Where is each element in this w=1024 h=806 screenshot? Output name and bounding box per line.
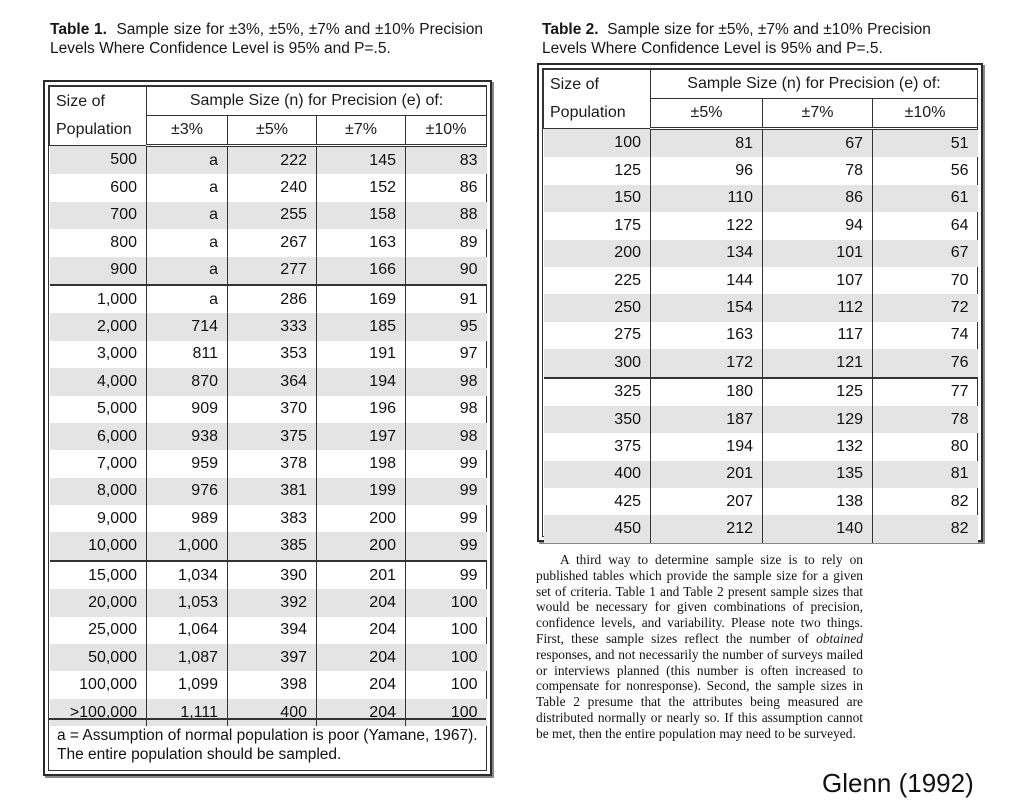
sample-size-cell: 80	[873, 433, 978, 460]
sample-size-cell: 169	[317, 285, 406, 313]
table-row	[544, 322, 978, 349]
paragraph-text-part1: A third way to determine sample size is to rely on published tables which provide the sample size for a given set of criteria. Table 1 and Table 2 present sample sizes that would be necessary for given combinations of precision, confidence levels, and variability. Please note two things. First, these sample sizes reflect the number of	[536, 552, 863, 646]
population-size-cell: 25,000	[88, 621, 137, 639]
table2-caption-text: Sample size for ±5%, ±7% and ±10% Precision Levels Where Confidence Level is 95% and P=.5.	[542, 21, 931, 57]
sample-size-cell: 200	[317, 532, 406, 560]
population-size-cell: 600	[110, 179, 137, 197]
population-size-cell: 5,000	[96, 400, 137, 418]
sample-size-cell: 90	[406, 257, 487, 285]
table-row	[50, 229, 487, 256]
table-row	[544, 433, 978, 460]
population-size-cell: 3,000	[96, 345, 137, 363]
sample-size-cell: 383	[228, 505, 317, 532]
sample-size-cell: 240	[228, 174, 317, 201]
sample-size-cell: 909	[147, 396, 228, 423]
sample-size-cell: 99	[406, 561, 487, 589]
sample-size-cell: 1,053	[147, 589, 228, 616]
sample-size-cell: 88	[406, 202, 487, 229]
sample-size-cell: 1,099	[147, 671, 228, 698]
sample-size-cell: 397	[228, 644, 317, 671]
sample-size-cell: 385	[228, 532, 317, 560]
sample-size-cell: 121	[763, 349, 873, 377]
sample-size-cell: 78	[873, 406, 978, 433]
population-size-cell: 50,000	[50, 644, 147, 671]
population-size-cell: 125	[614, 162, 641, 180]
population-size-cell: 800	[110, 233, 137, 251]
sample-size-cell: 91	[406, 285, 487, 313]
sample-size-cell: 938	[147, 423, 228, 450]
sample-size-cell: 976	[147, 478, 228, 505]
table-row	[544, 515, 978, 542]
sample-size-cell: 97	[406, 341, 487, 368]
sample-size-cell: a	[147, 257, 228, 285]
population-size-cell: 100	[544, 129, 651, 158]
sample-size-cell: 78	[763, 157, 873, 184]
sample-size-cell: 390	[228, 561, 317, 589]
sample-size-cell: 364	[228, 368, 317, 395]
table-row	[50, 532, 487, 560]
sample-size-cell: 378	[228, 450, 317, 477]
sample-size-cell: 394	[228, 617, 317, 644]
table-row	[50, 589, 487, 616]
sample-size-cell: 204	[317, 699, 406, 726]
sample-size-cell: 94	[763, 212, 873, 239]
table2-population-header	[544, 70, 651, 129]
sample-size-cell: 158	[317, 202, 406, 229]
table-row	[50, 257, 487, 285]
population-size-cell: 250	[544, 294, 651, 321]
sample-size-cell: 99	[406, 450, 487, 477]
population-size-cell: 1,000	[50, 285, 147, 313]
sample-size-cell: 81	[651, 129, 763, 158]
sample-size-cell: 277	[228, 257, 317, 285]
table-row	[544, 378, 978, 406]
body-paragraph	[536, 552, 863, 742]
table-row	[544, 185, 978, 212]
sample-size-cell: 122	[651, 212, 763, 239]
table-row	[544, 212, 978, 239]
sample-size-cell: 163	[651, 322, 763, 349]
table-row	[50, 671, 487, 698]
table-row	[50, 450, 487, 477]
sample-size-cell: 194	[317, 368, 406, 395]
table2-caption	[542, 20, 978, 58]
sample-size-cell: 200	[317, 505, 406, 532]
table2-precision-header: ±10%	[873, 99, 978, 129]
table-row	[50, 202, 487, 229]
sample-size-cell: 204	[317, 617, 406, 644]
sample-size-cell: 212	[651, 515, 763, 542]
sample-size-cell: 99	[406, 478, 487, 505]
source-attribution: Glenn (1992)	[822, 768, 974, 798]
table-row	[544, 349, 978, 377]
sample-size-cell: 56	[873, 157, 978, 184]
sample-size-cell: 204	[317, 589, 406, 616]
table1-caption	[50, 20, 483, 58]
table-row	[50, 146, 487, 175]
table-row	[544, 129, 978, 158]
sample-size-cell: 199	[317, 478, 406, 505]
population-size-cell: 700	[50, 202, 147, 229]
population-size-cell: 150	[544, 185, 651, 212]
table-row	[544, 488, 978, 515]
sample-size-cell: 125	[763, 378, 873, 406]
sample-size-cell: 207	[651, 488, 763, 515]
sample-size-cell: 81	[873, 461, 978, 488]
sample-size-cell: 76	[873, 349, 978, 377]
sample-size-cell: 152	[317, 174, 406, 201]
population-size-cell: 9,000	[96, 509, 137, 527]
sample-size-cell: 61	[873, 185, 978, 212]
sample-size-cell: 870	[147, 368, 228, 395]
sample-size-cell: 72	[873, 294, 978, 321]
population-size-cell: 375	[614, 437, 641, 455]
sample-size-cell: 811	[147, 341, 228, 368]
table1-caption-label: Table 1.	[50, 21, 107, 38]
sample-size-cell: 1,000	[147, 532, 228, 560]
population-size-cell: 900	[50, 257, 147, 285]
paragraph-text-part2: responses, and not necessarily the number of surveys mailed or interviews planned (this number is often increased to compensate for nonresponse). Second, the sample sizes in Table 2 presume that the attributes being measured are distributed normally or nearly so. If this assumption cannot be met, then the entire population may need to be surveyed.	[536, 646, 863, 741]
table2-precision-header: ±5%	[651, 99, 763, 129]
table-row	[544, 461, 978, 488]
population-size-cell: 500	[50, 146, 147, 175]
sample-size-cell: 100	[406, 699, 487, 726]
sample-size-cell: 1,064	[147, 617, 228, 644]
sample-size-cell: 989	[147, 505, 228, 532]
sample-size-cell: 196	[317, 396, 406, 423]
sample-size-cell: 185	[317, 313, 406, 340]
sample-size-cell: 67	[873, 240, 978, 267]
sample-size-cell: 144	[651, 267, 763, 294]
table-row	[50, 368, 487, 395]
table1-population-header	[50, 87, 147, 146]
sample-size-cell: 74	[873, 322, 978, 349]
sample-size-cell: 375	[228, 423, 317, 450]
population-size-cell: 175	[614, 216, 641, 234]
table2-frame	[542, 68, 978, 537]
sample-size-cell: 89	[406, 229, 487, 256]
population-size-cell: 275	[614, 326, 641, 344]
sample-size-cell: 286	[228, 285, 317, 313]
sample-size-cell: 117	[763, 322, 873, 349]
paragraph-emphasis: obtained	[816, 630, 863, 646]
sample-size-cell: 370	[228, 396, 317, 423]
sample-size-cell: 98	[406, 396, 487, 423]
sample-size-cell: 381	[228, 478, 317, 505]
sample-size-cell: 204	[317, 644, 406, 671]
sample-size-cell: 98	[406, 368, 487, 395]
sample-size-cell: 201	[317, 561, 406, 589]
sample-size-cell: 1,111	[147, 699, 228, 726]
sample-size-cell: 100	[406, 671, 487, 698]
sample-size-cell: 138	[763, 488, 873, 515]
table1	[43, 80, 492, 776]
sample-size-cell: 100	[406, 617, 487, 644]
population-header-line1: Size of	[550, 76, 599, 93]
sample-size-cell: 132	[763, 433, 873, 460]
sample-size-cell: a	[147, 229, 228, 256]
sample-size-cell: 191	[317, 341, 406, 368]
table-row	[50, 617, 487, 644]
population-size-cell: 425	[614, 492, 641, 510]
sample-size-cell: 135	[763, 461, 873, 488]
population-size-cell: 300	[544, 349, 651, 377]
table-row	[50, 174, 487, 201]
population-size-cell: 100,000	[79, 676, 137, 694]
sample-size-cell: 1,034	[147, 561, 228, 589]
sample-size-cell: 333	[228, 313, 317, 340]
population-size-cell: 200	[544, 240, 651, 267]
sample-size-cell: 255	[228, 202, 317, 229]
sample-size-cell: 134	[651, 240, 763, 267]
sample-size-cell: 145	[317, 146, 406, 175]
population-size-cell: 225	[614, 271, 641, 289]
population-header-line1: Size of	[56, 93, 105, 110]
table1-precision-header: ±10%	[406, 116, 487, 146]
table-row	[50, 423, 487, 450]
sample-size-cell: 172	[651, 349, 763, 377]
table2	[537, 63, 983, 542]
population-header-line2: Population	[550, 104, 626, 121]
sample-size-cell: 95	[406, 313, 487, 340]
sample-size-cell: 267	[228, 229, 317, 256]
sample-size-cell: 82	[873, 488, 978, 515]
table-row	[50, 505, 487, 532]
sample-size-cell: 398	[228, 671, 317, 698]
population-size-cell: 15,000	[50, 561, 147, 589]
sample-size-cell: 112	[763, 294, 873, 321]
sample-size-cell: 194	[651, 433, 763, 460]
population-size-cell: >100,000	[50, 699, 147, 726]
table-row	[50, 396, 487, 423]
sample-size-cell: 86	[763, 185, 873, 212]
population-size-cell: 2,000	[50, 313, 147, 340]
sample-size-cell: 222	[228, 146, 317, 175]
table-row	[544, 294, 978, 321]
population-size-cell: 7,000	[96, 454, 137, 472]
sample-size-cell: 198	[317, 450, 406, 477]
sample-size-cell: 77	[873, 378, 978, 406]
sample-size-cell: 67	[763, 129, 873, 158]
sample-size-cell: 166	[317, 257, 406, 285]
sample-size-cell: 353	[228, 341, 317, 368]
population-size-cell: 350	[544, 406, 651, 433]
sample-size-cell: 107	[763, 267, 873, 294]
table1-grid	[49, 86, 487, 726]
table1-footnote: a = Assumption of normal population is poor (Yamane, 1967). The entire population should be sampled.	[49, 718, 486, 770]
population-size-cell: 400	[544, 461, 651, 488]
sample-size-cell: 70	[873, 267, 978, 294]
sample-size-cell: 714	[147, 313, 228, 340]
table-row	[544, 240, 978, 267]
sample-size-cell: 154	[651, 294, 763, 321]
sample-size-cell: 140	[763, 515, 873, 542]
sample-size-cell: 100	[406, 644, 487, 671]
sample-size-cell: 180	[651, 378, 763, 406]
table1-precision-header: ±3%	[147, 116, 228, 146]
table1-group-header: Sample Size (n) for Precision (e) of:	[147, 87, 487, 116]
table-row	[544, 406, 978, 433]
table-row	[50, 313, 487, 340]
sample-size-cell: 392	[228, 589, 317, 616]
sample-size-cell: 204	[317, 671, 406, 698]
table1-caption-text: Sample size for ±3%, ±5%, ±7% and ±10% Precision Levels Where Confidence Level is 95% and P=.5.	[50, 21, 483, 57]
table2-body	[544, 129, 978, 543]
sample-size-cell: 201	[651, 461, 763, 488]
table-row	[50, 644, 487, 671]
table-row	[544, 267, 978, 294]
population-size-cell: 10,000	[50, 532, 147, 560]
sample-size-cell: a	[147, 285, 228, 313]
sample-size-cell: 64	[873, 212, 978, 239]
table-row	[50, 478, 487, 505]
population-size-cell: 8,000	[50, 478, 147, 505]
table-row	[544, 157, 978, 184]
sample-size-cell: 1,087	[147, 644, 228, 671]
sample-size-cell: 101	[763, 240, 873, 267]
population-size-cell: 20,000	[50, 589, 147, 616]
sample-size-cell: 98	[406, 423, 487, 450]
table-row	[50, 561, 487, 589]
sample-size-cell: 197	[317, 423, 406, 450]
population-size-cell: 450	[544, 515, 651, 542]
population-size-cell: 4,000	[50, 368, 147, 395]
population-header-line2: Population	[56, 121, 132, 138]
sample-size-cell: 51	[873, 129, 978, 158]
sample-size-cell: 96	[651, 157, 763, 184]
table1-precision-header: ±7%	[317, 116, 406, 146]
table-row	[50, 285, 487, 313]
sample-size-cell: 129	[763, 406, 873, 433]
table1-precision-header: ±5%	[228, 116, 317, 146]
sample-size-cell: 163	[317, 229, 406, 256]
sample-size-cell: 99	[406, 505, 487, 532]
table1-body	[50, 146, 487, 727]
table2-precision-header: ±7%	[763, 99, 873, 129]
table2-grid	[543, 69, 978, 543]
sample-size-cell: a	[147, 146, 228, 175]
table2-caption-label: Table 2.	[542, 21, 599, 38]
sample-size-cell: 400	[228, 699, 317, 726]
table1-frame	[48, 85, 487, 771]
table2-group-header: Sample Size (n) for Precision (e) of:	[651, 70, 978, 99]
population-size-cell: 325	[544, 378, 651, 406]
sample-size-cell: a	[147, 174, 228, 201]
population-size-cell: 6,000	[50, 423, 147, 450]
sample-size-cell: a	[147, 202, 228, 229]
sample-size-cell: 110	[651, 185, 763, 212]
sample-size-cell: 99	[406, 532, 487, 560]
table-row	[50, 341, 487, 368]
sample-size-cell: 959	[147, 450, 228, 477]
sample-size-cell: 83	[406, 146, 487, 175]
sample-size-cell: 86	[406, 174, 487, 201]
sample-size-cell: 100	[406, 589, 487, 616]
sample-size-cell: 82	[873, 515, 978, 542]
sample-size-cell: 187	[651, 406, 763, 433]
